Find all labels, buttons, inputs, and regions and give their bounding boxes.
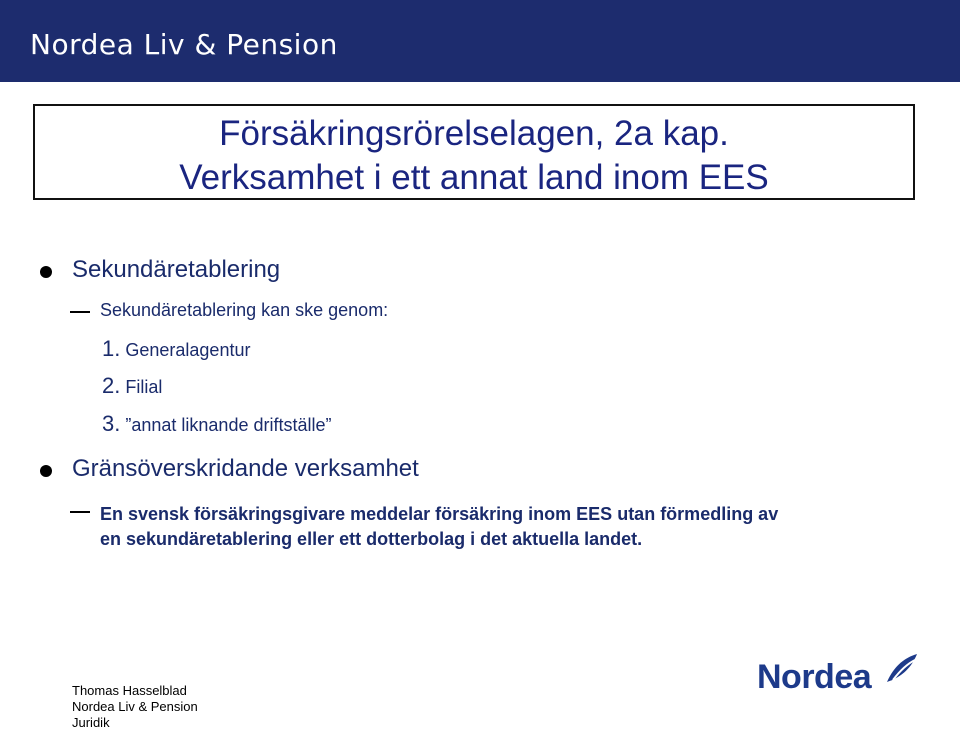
footer-dept: Juridik [72, 715, 110, 730]
list-text: Generalagentur [125, 340, 251, 360]
header-band [0, 0, 960, 82]
section-heading: Gränsöverskridande verksamhet [72, 455, 419, 482]
list-item [102, 336, 250, 362]
list-number: 2. [102, 373, 121, 398]
bullet-icon [40, 465, 52, 477]
logo-text: Nordea [757, 658, 872, 696]
bullet-icon [40, 266, 52, 278]
header-brand: Nordea Liv & Pension [30, 28, 338, 61]
footer-author: Thomas Hasselblad [72, 683, 187, 698]
section-heading: Sekundäretablering [72, 256, 281, 283]
page-title: Försäkringsrörelselagen, 2a kap. [219, 114, 729, 153]
section-subtext [100, 502, 778, 552]
list-item [102, 411, 332, 437]
section-subtext-line: en sekundäretablering eller ett dotterbolag i det aktuella landet. [100, 529, 643, 549]
footer-info [72, 683, 198, 731]
list-text: ”annat liknande driftställe” [125, 415, 332, 435]
list-number: 3. [102, 411, 121, 436]
dash-icon [70, 511, 90, 513]
sail-icon [883, 652, 919, 686]
dash-icon [70, 311, 90, 313]
section-subtext-line: En svensk försäkringsgivare meddelar försäkring inom EES utan förmedling av [100, 504, 779, 524]
list-text: Filial [125, 377, 163, 397]
footer-company: Nordea Liv & Pension [72, 699, 198, 714]
page-subtitle: Verksamhet i ett annat land inom EES [179, 158, 769, 197]
list-item [102, 373, 162, 399]
section-subtext: Sekundäretablering kan ske genom: [100, 300, 389, 320]
title-box [33, 104, 915, 200]
list-number: 1. [102, 336, 121, 361]
